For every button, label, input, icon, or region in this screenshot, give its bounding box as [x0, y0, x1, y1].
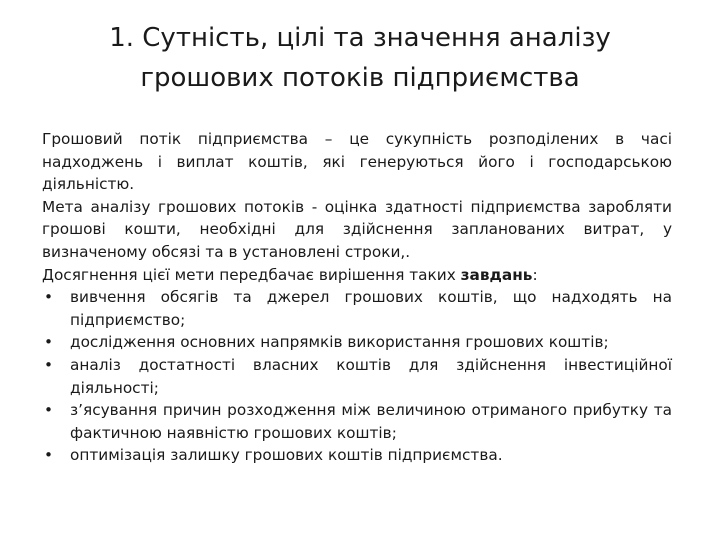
- tasks-list: [42, 286, 672, 467]
- task-text: з’ясування причин розходження між величиною отриманого прибутку та фактичною наявністю грошових коштів;: [70, 401, 672, 442]
- list-item: [42, 444, 672, 467]
- task-text: дослідження основних напрямків використання грошових коштів;: [70, 333, 609, 352]
- definition-paragraph: [42, 128, 672, 196]
- list-item: [42, 331, 672, 354]
- definition-term: Грошовий потік підприємства: [42, 130, 309, 148]
- tasks-keyword: завдань: [460, 265, 533, 284]
- tasks-intro-before: Досягнення цієї мети передбачає вирішення таких: [42, 265, 461, 284]
- tasks-intro: [42, 264, 672, 287]
- tasks-intro-after: :: [532, 265, 538, 284]
- bullet-icon: •: [44, 401, 54, 420]
- bullet-icon: •: [44, 355, 54, 374]
- bullet-icon: •: [44, 333, 54, 352]
- list-item: [42, 286, 672, 331]
- goal-text: - оцінка здатності підприємства заробляти грошові кошти, необхідні для здійснення запланованих витрат, у визначеному обсязі та в установлені строки,.: [42, 197, 672, 261]
- task-text: аналіз достатності власних коштів для здійснення інвестиційної діяльності;: [70, 355, 672, 397]
- task-text: вивчення обсягів та джерел грошових коштів, що надходять на підприємство;: [70, 288, 672, 329]
- slide-title: [40, 18, 680, 98]
- list-item: [42, 399, 672, 444]
- slide-body: [42, 128, 672, 467]
- goal-paragraph: [42, 196, 672, 264]
- bullet-icon: •: [44, 446, 54, 465]
- list-item: [42, 354, 672, 399]
- definition-text: – це сукупність розподілених в часі надходжень і виплат коштів, які генеруються його і господарською діяльністю.: [42, 130, 673, 194]
- bullet-icon: •: [44, 288, 54, 307]
- goal-term: Мета аналізу грошових потоків: [42, 197, 305, 216]
- task-text: оптимізація залишку грошових коштів підприємства.: [70, 446, 503, 465]
- title-line-1: 1. Сутність, цілі та значення аналізу: [109, 23, 611, 53]
- title-line-2: грошових потоків підприємства: [140, 63, 580, 93]
